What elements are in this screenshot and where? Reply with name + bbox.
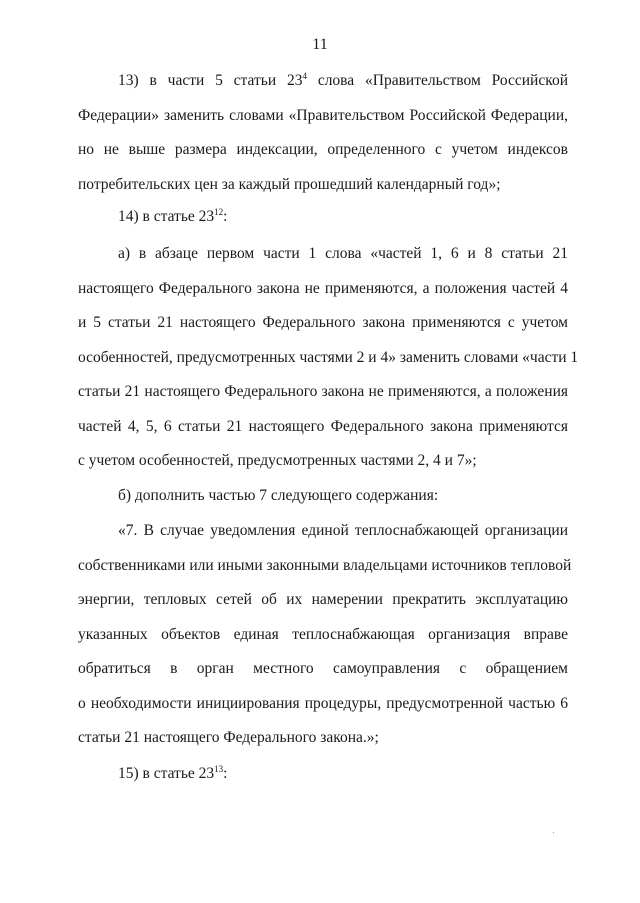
subitem-a-line-7: с учетом особенностей, предусмотренных частями 2, 4 и 7»; [78,452,477,469]
item-13-line-2: Федерации» заменить словами «Правительством Российской Федерации, [78,106,568,124]
scan-speck [553,832,554,833]
item-15-superscript: 13 [214,763,224,774]
quote-line-2: собственниками или иными законными владельцами источников тепловой [78,556,572,574]
quote-line-3: энергии, тепловых сетей об их намерении прекратить эксплуатацию [78,591,568,608]
item-13-line-4: потребительских цен за каждый прошедший календарный год»; [78,175,501,193]
subitem-b-line-1: б) дополнить частью 7 следующего содержания: [118,487,439,504]
subitem-a-line-6: частей 4, 5, 6 статьи 21 настоящего Федерального закона применяются [78,417,568,435]
quote-line-5: обратиться в орган местного самоуправления с обращением [78,660,568,677]
item-13-line-1: 13) в части 5 статьи $23^4$ слова «Правительством Российской [118,70,568,89]
quote-line-1: «7. В случае уведомления единой теплоснабжающей организации [118,522,568,539]
page-number: 11 [312,36,328,53]
item-15-heading [78,757,568,792]
item-15-line: 15) в статье $23^{13}$: [118,763,228,782]
quote-line-7: статьи 21 настоящего Федерального закона.»; [78,729,379,746]
subitem-a [78,237,579,479]
subitem-b [78,479,568,514]
subitem-a-line-4: особенностей, предусмотренных частями 2 и 4» заменить словами «части 1 [78,348,579,366]
quote-line-6: о необходимости инициирования процедуры, предусмотренной частью 6 [78,694,568,712]
quoted-part-7 [78,514,572,756]
quote-line-4: указанных объектов единая теплоснабжающая организация вправе [78,625,568,643]
subitem-a-line-3: и 5 статьи 21 настоящего Федерального закона применяются с учетом [78,314,568,331]
item-14-superscript: 12 [214,206,224,217]
subitem-a-line-5: статьи 21 настоящего Федерального закона не применяются, а положения [78,383,568,400]
item-13-line-3: но не выше размера индексации, определенного с учетом индексов [78,141,568,158]
subitem-a-line-2: настоящего Федерального закона не применяются, а положения частей 4 [78,279,568,297]
item-13-superscript: 4 [302,70,307,81]
item-14-heading [78,200,568,235]
subitem-a-line-1: а) в абзаце первом части 1 слова «частей 1, 6 и 8 статьи 21 [118,245,568,262]
item-14-line: 14) в статье $23^{12}$: [118,206,228,225]
item-13 [78,64,568,202]
